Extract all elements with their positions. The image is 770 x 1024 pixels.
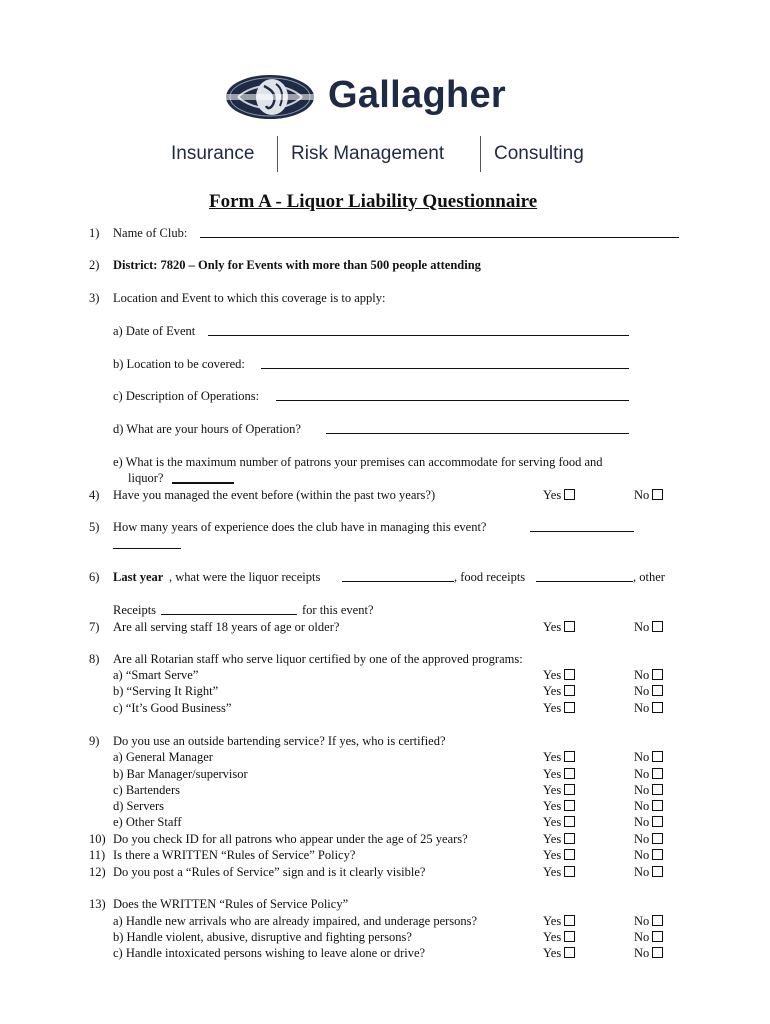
no-label: No [634, 684, 650, 698]
yes-label: Yes [543, 930, 562, 944]
question-label: for this event? [302, 603, 374, 617]
question-number: 12) [89, 865, 106, 879]
yes-checkbox[interactable] [564, 866, 575, 877]
no-option [634, 848, 663, 863]
question-label: Name of Club: [113, 226, 188, 240]
sub-question-label: b) “Serving It Right” [113, 684, 219, 698]
no-checkbox[interactable] [652, 768, 663, 779]
liquor-receipts-field[interactable] [342, 570, 454, 582]
no-checkbox[interactable] [652, 849, 663, 860]
question-number: 8) [89, 652, 100, 666]
no-option [634, 815, 663, 830]
sub-question-label: a) Date of Event [113, 324, 196, 338]
no-checkbox[interactable] [652, 915, 663, 926]
no-label: No [634, 750, 650, 764]
no-label: No [634, 848, 650, 862]
yes-label: Yes [543, 783, 562, 797]
yes-checkbox[interactable] [564, 489, 575, 500]
yes-label: Yes [543, 701, 562, 715]
question-label: District: 7820 – Only for Events with more than 500 people attending [113, 258, 481, 272]
sub-question-label: b) Location to be covered: [113, 357, 245, 371]
yes-option [543, 865, 575, 880]
yes-option [543, 750, 575, 765]
question-label-emphasis: Last year [113, 570, 164, 584]
yes-checkbox[interactable] [564, 800, 575, 811]
hours-of-operation-field[interactable] [326, 422, 629, 434]
no-label: No [634, 832, 650, 846]
no-label: No [634, 783, 650, 797]
no-checkbox[interactable] [652, 702, 663, 713]
yes-label: Yes [543, 668, 562, 682]
yes-label: Yes [543, 865, 562, 879]
yes-label: Yes [543, 946, 562, 960]
yes-label: Yes [543, 750, 562, 764]
yes-option [543, 832, 575, 847]
yes-checkbox[interactable] [564, 621, 575, 632]
yes-checkbox[interactable] [564, 702, 575, 713]
sub-question-label: a) General Manager [113, 750, 213, 764]
no-label: No [634, 946, 650, 960]
no-option [634, 930, 663, 945]
years-experience-field[interactable] [530, 520, 634, 532]
question-label: , other [633, 570, 665, 584]
question-label: , food receipts [454, 570, 526, 584]
question-label: Are all serving staff 18 years of age or older? [113, 620, 340, 634]
sub-question-label: a) Handle new arrivals who are already impaired, and underage persons? [113, 914, 478, 928]
sub-question-label: b) Bar Manager/supervisor [113, 767, 248, 781]
question-number: 1) [89, 226, 100, 240]
sub-question-label: b) Handle violent, abusive, disruptive and fighting persons? [113, 930, 412, 944]
no-option [634, 668, 663, 683]
no-checkbox[interactable] [652, 621, 663, 632]
max-patrons-field[interactable] [172, 471, 234, 484]
question-label: Receipts [113, 603, 157, 617]
question-label: Do you check ID for all patrons who appear under the age of 25 years? [113, 832, 468, 846]
question-label: Is there a WRITTEN “Rules of Service” Policy? [113, 848, 356, 862]
no-checkbox[interactable] [652, 816, 663, 827]
question-label: Are all Rotarian staff who serve liquor certified by one of the approved programs: [113, 652, 523, 666]
question-label: Location and Event to which this coverage is to apply: [113, 291, 386, 305]
no-label: No [634, 799, 650, 813]
question-number: 7) [89, 620, 100, 634]
other-receipts-field[interactable] [161, 603, 297, 615]
date-of-event-field[interactable] [208, 324, 629, 336]
yes-option [543, 767, 575, 782]
yes-checkbox[interactable] [564, 669, 575, 680]
no-option [634, 701, 663, 716]
question-label: Do you post a “Rules of Service” sign and is it clearly visible? [113, 865, 426, 879]
club-name-field[interactable] [200, 226, 679, 238]
question-number: 10) [89, 832, 106, 846]
tagline-divider [277, 136, 278, 172]
sub-question-label: e) Other Staff [113, 815, 182, 829]
years-experience-field-cont[interactable] [113, 537, 181, 549]
yes-label: Yes [543, 832, 562, 846]
globe-icon [224, 72, 316, 122]
sub-question-label: c) Description of Operations: [113, 389, 260, 403]
no-option [634, 914, 663, 929]
form-title: Form A - Liquor Liability Questionnaire [209, 191, 538, 212]
no-checkbox[interactable] [652, 685, 663, 696]
no-option [634, 946, 663, 961]
no-option [634, 750, 663, 765]
tagline-insurance: Insurance [171, 143, 255, 164]
question-number: 4) [89, 488, 100, 502]
no-label: No [634, 767, 650, 781]
no-checkbox[interactable] [652, 833, 663, 844]
yes-label: Yes [543, 684, 562, 698]
yes-checkbox[interactable] [564, 833, 575, 844]
yes-checkbox[interactable] [564, 816, 575, 827]
question-number: 13) [89, 897, 106, 911]
yes-option [543, 914, 575, 929]
yes-label: Yes [543, 488, 562, 502]
no-option [634, 865, 663, 880]
yes-checkbox[interactable] [564, 947, 575, 958]
no-option [634, 799, 663, 814]
yes-option [543, 930, 575, 945]
question-number: 11) [89, 848, 106, 862]
no-label: No [634, 620, 650, 634]
no-label: No [634, 668, 650, 682]
sub-question-label: a) “Smart Serve” [113, 668, 199, 682]
no-option [634, 684, 663, 699]
yes-checkbox[interactable] [564, 849, 575, 860]
yes-checkbox[interactable] [564, 768, 575, 779]
yes-checkbox[interactable] [564, 685, 575, 696]
sub-question-label: c) Bartenders [113, 783, 180, 797]
yes-label: Yes [543, 848, 562, 862]
question-label: Do you use an outside bartending service? If yes, who is certified? [113, 734, 446, 748]
tagline-divider [480, 136, 481, 172]
question-number: 2) [89, 258, 100, 272]
operations-description-field[interactable] [276, 389, 629, 401]
yes-label: Yes [543, 620, 562, 634]
yes-checkbox[interactable] [564, 751, 575, 762]
yes-checkbox[interactable] [564, 784, 575, 795]
food-receipts-field[interactable] [536, 570, 633, 582]
yes-option [543, 668, 575, 683]
no-checkbox[interactable] [652, 669, 663, 680]
question-label: Have you managed the event before (within the past two years?) [113, 488, 436, 502]
sub-question-label: d) Servers [113, 799, 165, 813]
tagline-consulting: Consulting [494, 143, 584, 164]
yes-checkbox[interactable] [564, 931, 575, 942]
no-label: No [634, 701, 650, 715]
no-option [634, 783, 663, 798]
question-label: Does the WRITTEN “Rules of Service Policy” [113, 897, 349, 911]
yes-option [543, 620, 575, 635]
yes-option [543, 488, 575, 503]
no-checkbox[interactable] [652, 800, 663, 811]
question-label: How many years of experience does the club have in managing this event? [113, 520, 487, 534]
yes-label: Yes [543, 914, 562, 928]
no-checkbox[interactable] [652, 751, 663, 762]
question-number: 3) [89, 291, 100, 305]
no-checkbox[interactable] [652, 931, 663, 942]
gallagher-logo [224, 72, 554, 124]
location-field[interactable] [261, 357, 629, 369]
yes-option [543, 799, 575, 814]
no-option [634, 832, 663, 847]
no-checkbox[interactable] [652, 866, 663, 877]
sub-question-label: liquor? [128, 471, 164, 485]
sub-question-label: e) What is the maximum number of patrons your premises can accommodate for serving food and [113, 455, 603, 469]
no-label: No [634, 488, 650, 502]
no-checkbox[interactable] [652, 784, 663, 795]
tagline-risk-management: Risk Management [291, 143, 445, 164]
sub-question-label: c) “It’s Good Business” [113, 701, 232, 715]
no-checkbox[interactable] [652, 489, 663, 500]
no-checkbox[interactable] [652, 947, 663, 958]
sub-question-label: d) What are your hours of Operation? [113, 422, 301, 436]
yes-label: Yes [543, 815, 562, 829]
question-label: , what were the liquor receipts [169, 570, 321, 584]
no-label: No [634, 930, 650, 944]
no-option [634, 488, 663, 503]
no-option [634, 767, 663, 782]
yes-option [543, 848, 575, 863]
no-label: No [634, 815, 650, 829]
no-option [634, 620, 663, 635]
yes-option [543, 684, 575, 699]
yes-option [543, 946, 575, 961]
no-label: No [634, 914, 650, 928]
no-label: No [634, 865, 650, 879]
question-number: 6) [89, 570, 100, 584]
question-number: 5) [89, 520, 100, 534]
brand-name: Gallagher [328, 74, 506, 116]
sub-question-label: c) Handle intoxicated persons wishing to leave alone or drive? [113, 946, 426, 960]
yes-checkbox[interactable] [564, 915, 575, 926]
yes-option [543, 783, 575, 798]
question-number: 9) [89, 734, 100, 748]
yes-label: Yes [543, 799, 562, 813]
yes-option [543, 815, 575, 830]
yes-label: Yes [543, 767, 562, 781]
yes-option [543, 701, 575, 716]
